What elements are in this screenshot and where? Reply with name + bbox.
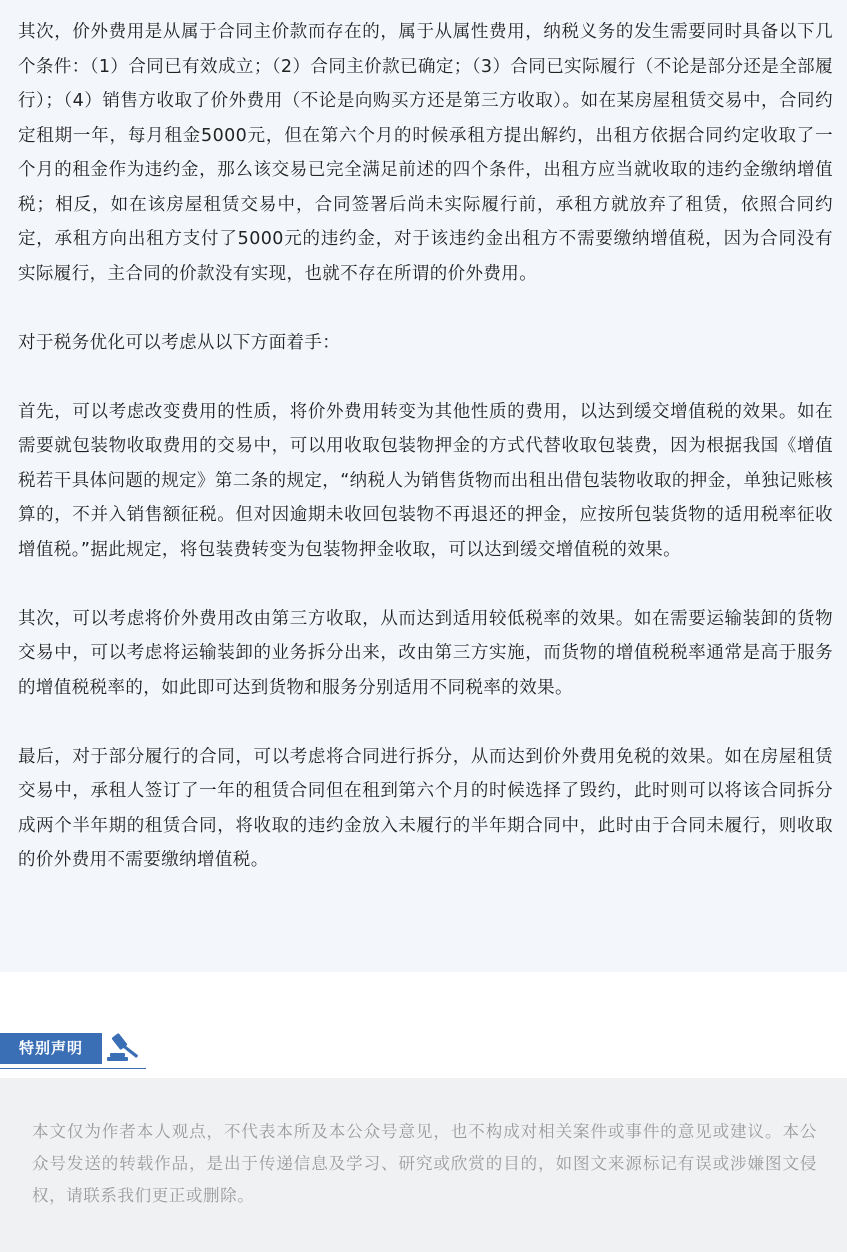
notice-box <box>0 1078 847 1252</box>
notice-title: 特别声明 <box>0 1033 102 1064</box>
notice-text: 本文仅为作者本人观点，不代表本所及本公众号意见，也不构成对相关案件或事件的意见或建议。本公众号发送的转载作品，是出于传递信息及学习、研究或欣赏的目的，如图文来源标记有误或涉嫌图文侵权，请联系我们更正或删除。 <box>32 1122 817 1205</box>
paragraph-third-party: 其次，可以考虑将价外费用改由第三方收取，从而达到适用较低税率的效果。如在需要运输装卸的货物交易中，可以考虑将运输装卸的业务拆分出来，改由第三方实施，而货物的增值税税率通常是高于服务的增值税税率的，如此即可达到货物和服务分别适用不同税率的效果。 <box>18 608 833 698</box>
gavel-icon <box>104 1030 148 1066</box>
notice-underline <box>0 1068 146 1069</box>
paragraph-contract-conditions: 其次，价外费用是从属于合同主价款而存在的，属于从属性费用，纳税义务的发生需要同时具备以下几个条件：（1）合同已有效成立；（2）合同主价款已确定；（3）合同已实际履行（不论是部分还是全部履行）；（4）销售方收取了价外费用（不论是向购买方还是第三方收取）。如在某房屋租赁交易中，合同约定租期一年，每月租金5000元，但在第六个月的时候承租方提出解约，出租方依据合同约定收取了一个月的租金作为违约金，那么该交易已完全满足前述的四个条件，出租方应当就收取的违约金缴纳增值税；相反，如在该房屋租赁交易中，合同签署后尚未实际履行前，承租方就放弃了租赁，依照合同约定，承租方向出租方支付了5000元的违约金，对于该违约金出租方不需要缴纳增值税，因为合同没有实际履行，主合同的价款没有实现，也就不存在所谓的价外费用。 <box>18 22 833 284</box>
paragraph-deposit-method: 首先，可以考虑改变费用的性质，将价外费用转变为其他性质的费用，以达到缓交增值税的效果。如在需要就包装物收取费用的交易中，可以用收取包装物押金的方式代替收取包装费，因为根据我国《增值税若干具体问题的规定》第二条的规定，“纳税人为销售货物而出租出借包装物收取的押金，单独记账核算的，不并入销售额征税。但对因逾期未收回包装物不再退还的押金，应按所包装货物的适用税率征收增值税。”据此规定，将包装费转变为包装物押金收取，可以达到缓交增值税的效果。 <box>18 401 833 560</box>
paragraph-optimization-intro: 对于税务优化可以考虑从以下方面着手： <box>18 332 341 353</box>
paragraph-contract-split: 最后，对于部分履行的合同，可以考虑将合同进行拆分，从而达到价外费用免税的效果。如在房屋租赁交易中，承租人签订了一年的租赁合同但在租到第六个月的时候选择了毁约，此时则可以将该合同拆分成两个半年期的租赁合同，将收取的违约金放入未履行的半年期合同中，此时由于合同未履行，则收取的价外费用不需要缴纳增值税。 <box>18 746 833 870</box>
notice-header <box>0 1030 160 1070</box>
